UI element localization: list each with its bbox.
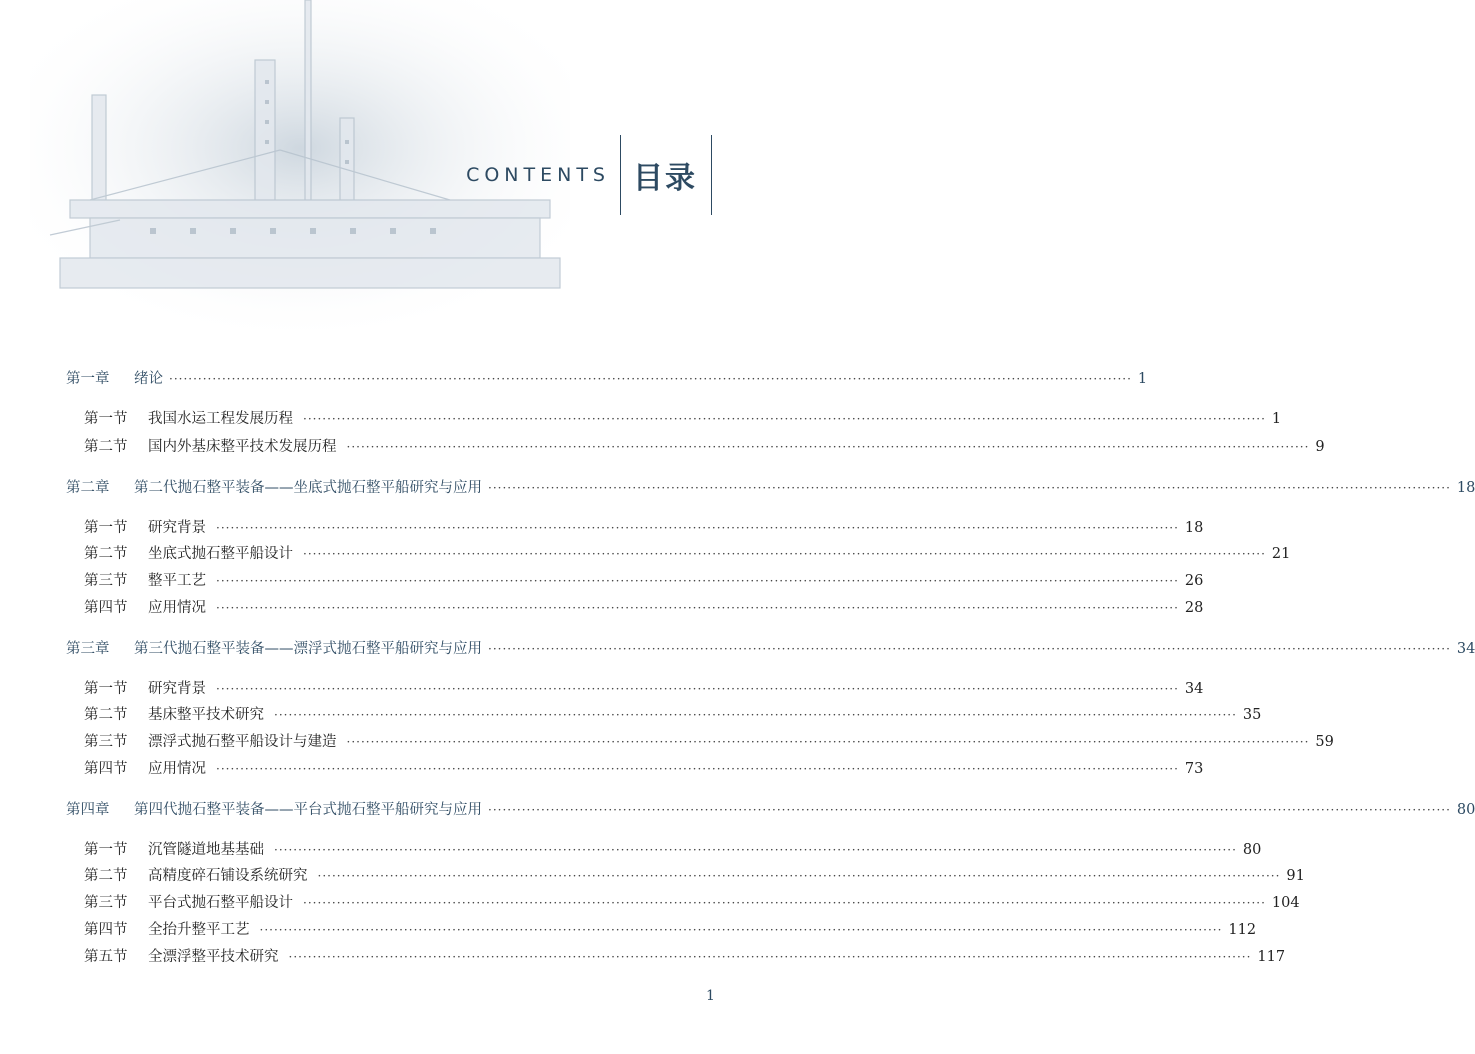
toc-leader-dots: ········································································································································································································ xyxy=(216,601,1179,615)
toc-entry-number: 第一节 xyxy=(84,411,128,427)
contents-heading-cn: 目录 xyxy=(633,161,697,196)
toc-entry-number: 第三节 xyxy=(84,895,128,911)
toc-entry-page: 26 xyxy=(1184,573,1204,589)
toc-leader-dots: ········································································································································································································ xyxy=(216,574,1179,588)
toc-leader-dots: ········································································································································································································ xyxy=(259,923,1223,937)
toc-section-row[interactable] xyxy=(66,706,1262,724)
toc-section-row[interactable] xyxy=(66,572,1204,590)
toc-section-row[interactable] xyxy=(66,680,1204,698)
toc-section-row[interactable] xyxy=(66,519,1204,537)
toc-entry-title: 我国水运工程发展历程 xyxy=(148,411,293,427)
toc-entry-page: 9 xyxy=(1315,439,1325,455)
toc-section-row[interactable] xyxy=(66,545,1291,563)
toc-entry-title: 第二代抛石整平装备——坐底式抛石整平船研究与应用 xyxy=(134,480,482,496)
toc-leader-dots: ········································································································································································································ xyxy=(216,521,1179,535)
toc-chapter-row[interactable] xyxy=(66,640,1475,658)
toc-entry-page: 104 xyxy=(1271,895,1300,911)
toc-entry-number: 第四节 xyxy=(84,922,128,938)
contents-heading-en: CONTENTS xyxy=(466,164,610,186)
toc-section-row[interactable] xyxy=(66,438,1325,456)
toc-entry-number: 第二节 xyxy=(84,868,128,884)
toc-entry-page: 1 xyxy=(1271,411,1282,427)
toc-entry-title: 漂浮式抛石整平船设计与建造 xyxy=(148,734,337,750)
toc-leader-dots: ········································································································································································································ xyxy=(274,843,1237,857)
toc-leader-dots: ········································································································································································································ xyxy=(288,950,1252,964)
toc-entry-title: 应用情况 xyxy=(148,600,206,616)
toc-entry-title: 高精度碎石铺设系统研究 xyxy=(148,868,308,884)
toc-section-row[interactable] xyxy=(66,867,1305,885)
toc-entry-page: 1 xyxy=(1137,371,1148,387)
toc-section-row[interactable] xyxy=(66,841,1262,859)
toc-entry-title: 应用情况 xyxy=(148,761,206,777)
toc-entry-page: 73 xyxy=(1184,761,1204,777)
toc-entry-page: 112 xyxy=(1228,922,1257,938)
toc-section-row[interactable] xyxy=(66,733,1334,751)
toc-leader-dots: ········································································································································································································ xyxy=(303,896,1266,910)
toc-leader-dots: ········································································································································································································ xyxy=(216,762,1179,776)
toc-entry-number: 第三节 xyxy=(84,573,128,589)
toc-entry-title: 国内外基床整平技术发展历程 xyxy=(148,439,337,455)
toc-entry-page: 80 xyxy=(1456,802,1475,818)
toc-entry-number: 第四节 xyxy=(84,600,128,616)
toc-entry-page: 80 xyxy=(1242,842,1262,858)
toc-entry-title: 沉管隧道地基基础 xyxy=(148,842,264,858)
toc-leader-dots: ········································································································································································································ xyxy=(488,803,1451,817)
toc-leader-dots: ········································································································································································································ xyxy=(169,372,1132,386)
toc-chapter-row[interactable] xyxy=(66,370,1148,388)
toc-leader-dots: ········································································································································································································ xyxy=(216,682,1179,696)
toc-entry-title: 第四代抛石整平装备——平台式抛石整平船研究与应用 xyxy=(134,802,482,818)
toc-section-row[interactable] xyxy=(66,894,1300,912)
toc-leader-dots: ········································································································································································································ xyxy=(274,708,1237,722)
toc-entry-title: 基床整平技术研究 xyxy=(148,707,264,723)
contents-header xyxy=(466,135,712,215)
toc-entry-number: 第一节 xyxy=(84,681,128,697)
toc-leader-dots: ········································································································································································································ xyxy=(346,735,1310,749)
toc-entry-page: 117 xyxy=(1257,949,1286,965)
toc-entry-number: 第二节 xyxy=(84,546,128,562)
toc-entry-title: 坐底式抛石整平船设计 xyxy=(148,546,293,562)
header-divider xyxy=(711,135,712,215)
toc-entry-title: 研究背景 xyxy=(148,681,206,697)
toc-entry-number: 第二节 xyxy=(84,707,128,723)
toc-entry-number: 第三章 xyxy=(66,641,110,657)
toc-section-row[interactable] xyxy=(66,948,1286,966)
toc-section-row[interactable] xyxy=(66,760,1204,778)
toc-entry-page: 34 xyxy=(1456,641,1475,657)
toc-entry-title: 全漂浮整平技术研究 xyxy=(148,949,279,965)
toc-section-row[interactable] xyxy=(66,599,1204,617)
toc-entry-page: 59 xyxy=(1315,734,1334,750)
toc-leader-dots: ········································································································································································································ xyxy=(488,481,1451,495)
toc-entry-number: 第五节 xyxy=(84,949,128,965)
toc-section-row[interactable] xyxy=(66,921,1257,939)
toc-leader-dots: ········································································································································································································ xyxy=(303,547,1266,561)
toc-entry-number: 第三节 xyxy=(84,734,128,750)
toc-entry-number: 第一章 xyxy=(66,371,110,387)
toc-entry-page: 35 xyxy=(1242,707,1262,723)
toc-entry-page: 18 xyxy=(1456,480,1475,496)
toc-entry-number: 第一节 xyxy=(84,520,128,536)
toc-leader-dots: ········································································································································································································ xyxy=(303,412,1266,426)
toc-entry-title: 整平工艺 xyxy=(148,573,206,589)
toc-entry-title: 第三代抛石整平装备——漂浮式抛石整平船研究与应用 xyxy=(134,641,482,657)
toc-entry-number: 第四节 xyxy=(84,761,128,777)
page-number: 1 xyxy=(706,988,715,1004)
toc-leader-dots: ········································································································································································································ xyxy=(488,642,1451,656)
toc-entry-number: 第二章 xyxy=(66,480,110,496)
toc-entry-page: 21 xyxy=(1271,546,1291,562)
toc-entry-page: 34 xyxy=(1184,681,1204,697)
toc-entry-title: 研究背景 xyxy=(148,520,206,536)
toc-entry-page: 28 xyxy=(1184,600,1204,616)
header-divider xyxy=(620,135,621,215)
toc-leader-dots: ········································································································································································································ xyxy=(317,869,1281,883)
toc-entry-title: 平台式抛石整平船设计 xyxy=(148,895,293,911)
toc-entry-title: 全抬升整平工艺 xyxy=(148,922,250,938)
toc-entry-number: 第二节 xyxy=(84,439,128,455)
toc-entry-page: 18 xyxy=(1184,520,1204,536)
toc-entry-title: 绪论 xyxy=(134,371,163,387)
toc-leader-dots: ········································································································································································································ xyxy=(346,440,1310,454)
toc-entry-number: 第一节 xyxy=(84,842,128,858)
toc-chapter-row[interactable] xyxy=(66,801,1475,819)
toc-section-row[interactable] xyxy=(66,410,1282,428)
toc-entry-number: 第四章 xyxy=(66,802,110,818)
toc-entry-page: 91 xyxy=(1286,868,1305,884)
toc-chapter-row[interactable] xyxy=(66,479,1475,497)
